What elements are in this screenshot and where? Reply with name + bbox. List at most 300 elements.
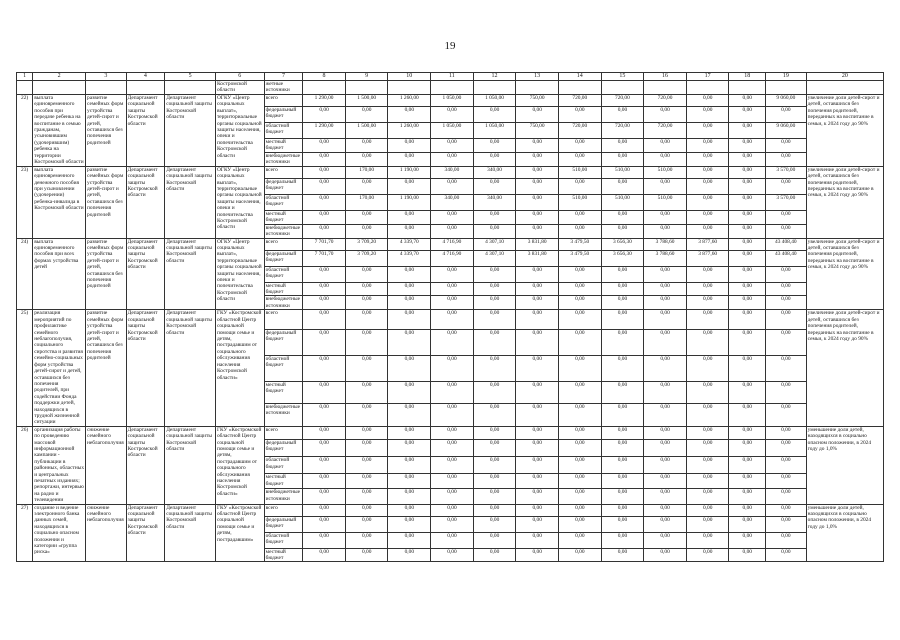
funding-value: 0,00	[388, 548, 431, 562]
funding-value: 0,00	[431, 489, 474, 504]
funding-value: 0,00	[558, 224, 601, 238]
funding-value: 0,00	[473, 329, 516, 355]
funding-value: 43 408,40	[766, 250, 807, 266]
funding-value: 0,00	[388, 532, 431, 548]
executor: ОГКУ «Центр социальных выплат», территориальные органы социальной защиты населения, опеки и попечительства Костромской области	[215, 238, 264, 310]
funding-value: 170,00	[345, 166, 388, 178]
funding-value: 0,00	[473, 282, 516, 296]
funding-value: 0,00	[516, 139, 559, 153]
funding-value: 0,00	[729, 355, 766, 381]
funding-value: 0,00	[558, 474, 601, 489]
funding-value: 0,00	[473, 152, 516, 166]
funding-value: 0,00	[644, 282, 687, 296]
funding-value: 0,00	[388, 152, 431, 166]
funding-value: 0,00	[516, 355, 559, 381]
funding-source: всего	[264, 310, 303, 329]
funding-value: 0,00	[473, 266, 516, 282]
activity-name: реализация мероприятий по профилактике семейного неблагополучия, социального сиротства и развития семейно-социальных форм устройства детей-сирот и детей, оставшихся без попечения родителей, при содействии Фонда поддержки детей, находящихся в трудной жизненной ситуации	[33, 310, 86, 426]
continuation-row	[17, 81, 884, 95]
funding-value: 0,00	[473, 381, 516, 403]
funding-value: 0,00	[601, 457, 644, 474]
funding-value: 0,00	[516, 532, 559, 548]
funding-value: 0,00	[644, 296, 687, 310]
funding-value: 0,00	[558, 489, 601, 504]
funding-value: 0,00	[388, 224, 431, 238]
funding-value: 0,00	[644, 107, 687, 123]
funding-value: 0,00	[766, 329, 807, 355]
funding-value: 0,00	[729, 474, 766, 489]
funding-source: всего	[264, 504, 303, 516]
activity-name: выплата единовременного денежного пособия при усыновлении (удочерении) ребенка-инвалида в Костромской области	[33, 166, 86, 238]
funding-value: 0,00	[644, 310, 687, 329]
funding-value: 0,00	[766, 210, 807, 224]
funding-value: 0,00	[686, 210, 729, 224]
executor: ГКУ «Костромской областной Центр социальной помощи семье и детям, пострадавшим от социального обслуживания населения Костромской области»	[215, 310, 264, 426]
funding-value: 0,00	[303, 381, 346, 403]
funding-value: 0,00	[766, 489, 807, 504]
funding-value: 0,00	[686, 404, 729, 427]
funding-value: 0,00	[729, 194, 766, 210]
funding-value: 0,00	[516, 194, 559, 210]
funding-value: 4 307,10	[473, 250, 516, 266]
table-body	[17, 73, 884, 562]
funding-value: 0,00	[766, 457, 807, 474]
funding-value: 9 060,00	[766, 95, 807, 107]
row-number: 24)	[17, 238, 33, 310]
column-number: 6	[215, 73, 264, 81]
funding-value: 0,00	[303, 532, 346, 548]
funding-value: 0,00	[516, 107, 559, 123]
funding-value: 0,00	[644, 489, 687, 504]
column-number: 10	[388, 73, 431, 81]
funding-value: 0,00	[431, 178, 474, 194]
funding-source: всего	[264, 426, 303, 439]
funding-value: 0,00	[431, 329, 474, 355]
funding-value: 0,00	[345, 178, 388, 194]
funding-value: 0,00	[388, 426, 431, 439]
row-number: 25)	[17, 310, 33, 426]
funding-value: 0,00	[558, 516, 601, 532]
funding-value: 0,00	[644, 548, 687, 562]
funding-value: 0,00	[345, 296, 388, 310]
funding-value: 0,00	[729, 123, 766, 139]
funding-value: 0,00	[431, 457, 474, 474]
curator: Департамент социальной защиты Костромской области	[126, 310, 165, 426]
funding-value: 0,00	[766, 439, 807, 456]
funding-value: 0,00	[558, 439, 601, 456]
funding-value: 0,00	[729, 282, 766, 296]
activity-name: организация работы по проведению массовой информационной кампании - публикации в районных, областных и центральных печатных изданиях; репортажи, интервью на радио и телевидении	[34, 426, 85, 504]
funding-value: 0,00	[601, 107, 644, 123]
column-number: 14	[558, 73, 601, 81]
funding-value: 0,00	[601, 439, 644, 456]
funding-value: 0,00	[388, 474, 431, 489]
table-row	[17, 95, 884, 107]
column-number: 16	[644, 73, 687, 81]
funding-value: 0,00	[766, 224, 807, 238]
executor: ГКУ «Костромской областной Центр социальной помощи семье и детям, пострадавшим»	[215, 504, 264, 562]
funding-value: 3 479,50	[558, 238, 601, 250]
funding-value: 0,00	[644, 266, 687, 282]
funding-source: всего	[264, 95, 303, 107]
funding-value: 0,00	[644, 224, 687, 238]
program-activities-table	[16, 72, 884, 562]
co-executor: Департамент социальной защиты Костромской области	[165, 238, 216, 310]
funding-value: 340,00	[431, 194, 474, 210]
funding-source: внебюджетные источники	[264, 296, 303, 310]
activity-name: выплата единовременного пособия при всех формах устройства детей	[33, 238, 86, 310]
funding-value: 3 709,20	[345, 250, 388, 266]
funding-value: 0,00	[729, 329, 766, 355]
funding-value: 0,00	[388, 516, 431, 532]
funding-value: 0,00	[516, 548, 559, 562]
funding-value: 0,00	[558, 178, 601, 194]
column-number: 3	[86, 73, 127, 81]
funding-value: 0,00	[686, 282, 729, 296]
funding-value: 340,00	[473, 166, 516, 178]
funding-source: областной бюджет	[264, 194, 303, 210]
funding-value: 0,00	[303, 548, 346, 562]
funding-value: 0,00	[601, 296, 644, 310]
funding-value: 0,00	[686, 194, 729, 210]
funding-value: 0,00	[303, 516, 346, 532]
funding-value: 0,00	[473, 178, 516, 194]
row-number: 26)	[17, 426, 33, 504]
funding-value: 0,00	[303, 178, 346, 194]
curator: Департамент социальной защиты Костромской области	[126, 504, 165, 562]
funding-value: 0,00	[516, 310, 559, 329]
funding-value: 0,00	[516, 166, 559, 178]
curator: Департамент социальной защиты Костромской области	[126, 95, 165, 167]
row-number: 23)	[17, 166, 33, 238]
funding-value: 0,00	[766, 107, 807, 123]
funding-value: 0,00	[431, 296, 474, 310]
activity-name: выплата единовременного пособия при передаче ребенка на воспитание в семью гражданам, усыновившим (удочерившим) ребенка на территории Костромской области	[34, 95, 84, 166]
funding-value: 9 060,00	[766, 123, 807, 139]
funding-value: 0,00	[601, 329, 644, 355]
funding-value: 0,00	[431, 139, 474, 153]
funding-value: 0,00	[473, 355, 516, 381]
continuation-source: жетные источники	[264, 81, 303, 95]
executor: ГКУ «Костромской областной Центр социальной помощи семье и детям, пострадавшим от социального обслуживания населения Костромской области»	[215, 426, 264, 504]
funding-value: 0,00	[766, 139, 807, 153]
funding-value: 0,00	[729, 457, 766, 474]
funding-source: местный бюджет	[264, 282, 303, 296]
funding-value: 0,00	[431, 210, 474, 224]
funding-value: 4 339,70	[388, 250, 431, 266]
funding-value: 0,00	[729, 250, 766, 266]
funding-value: 0,00	[516, 457, 559, 474]
table-row	[17, 504, 884, 516]
funding-value: 0,00	[729, 516, 766, 532]
funding-value: 0,00	[388, 139, 431, 153]
funding-value: 0,00	[345, 355, 388, 381]
funding-value: 0,00	[345, 504, 388, 516]
funding-value: 0,00	[729, 166, 766, 178]
funding-value: 1 500,00	[345, 123, 388, 139]
funding-value: 0,00	[431, 439, 474, 456]
activity-direction: развитие семейных форм устройства детей-сирот и детей, оставшихся без попечения родителей	[86, 95, 127, 167]
funding-value: 0,00	[473, 474, 516, 489]
funding-value: 1 290,00	[303, 95, 346, 107]
funding-value: 0,00	[345, 139, 388, 153]
funding-value: 0,00	[388, 329, 431, 355]
funding-value: 0,00	[601, 532, 644, 548]
funding-value: 510,00	[644, 166, 687, 178]
funding-value: 0,00	[473, 489, 516, 504]
funding-value: 0,00	[516, 489, 559, 504]
funding-value: 0,00	[686, 139, 729, 153]
funding-value: 0,00	[729, 152, 766, 166]
funding-value: 0,00	[345, 489, 388, 504]
funding-value: 0,00	[686, 123, 729, 139]
funding-value: 0,00	[431, 504, 474, 516]
funding-value: 0,00	[601, 310, 644, 329]
funding-value: 0,00	[686, 457, 729, 474]
funding-value: 0,00	[516, 224, 559, 238]
funding-source: местный бюджет	[264, 139, 303, 153]
curator: Департамент социальной защиты Костромской области	[126, 166, 165, 238]
funding-value: 0,00	[345, 516, 388, 532]
funding-value: 1 260,00	[388, 123, 431, 139]
funding-value: 0,00	[431, 532, 474, 548]
funding-value: 0,00	[766, 381, 807, 403]
funding-value: 0,00	[303, 457, 346, 474]
funding-value: 0,00	[644, 152, 687, 166]
column-number: 17	[686, 73, 729, 81]
funding-value: 0,00	[601, 474, 644, 489]
funding-value: 0,00	[729, 107, 766, 123]
funding-value: 0,00	[686, 474, 729, 489]
funding-value: 0,00	[303, 210, 346, 224]
funding-value: 0,00	[431, 404, 474, 427]
funding-value: 1 260,00	[388, 95, 431, 107]
column-number: 8	[303, 73, 346, 81]
funding-value: 0,00	[601, 426, 644, 439]
funding-source: областной бюджет	[264, 532, 303, 548]
funding-value: 0,00	[558, 532, 601, 548]
funding-value: 0,00	[431, 107, 474, 123]
funding-value: 0,00	[516, 516, 559, 532]
funding-source: федеральный бюджет	[264, 107, 303, 123]
funding-value: 0,00	[729, 426, 766, 439]
funding-value: 0,00	[516, 404, 559, 427]
funding-value: 4 339,70	[388, 238, 431, 250]
funding-value: 0,00	[601, 516, 644, 532]
funding-value: 0,00	[644, 139, 687, 153]
activity-direction: развитие семейных форм устройства детей-сирот и детей, оставшихся без попечения родителей	[86, 238, 127, 310]
funding-value: 1 050,00	[473, 95, 516, 107]
funding-value: 0,00	[473, 532, 516, 548]
funding-value: 0,00	[558, 329, 601, 355]
funding-value: 0,00	[388, 266, 431, 282]
funding-value: 0,00	[558, 355, 601, 381]
expected-result: увеличение доли детей-сирот и детей, оставшихся без попечения родителей, переданных на воспитание в семьи, к 2024 году до 90%	[806, 166, 883, 238]
funding-value: 510,00	[601, 166, 644, 178]
funding-value: 750,00	[516, 95, 559, 107]
funding-value: 0,00	[686, 489, 729, 504]
column-number: 13	[516, 73, 559, 81]
funding-value: 0,00	[644, 178, 687, 194]
funding-value: 0,00	[686, 266, 729, 282]
funding-value: 0,00	[644, 516, 687, 532]
funding-value: 0,00	[686, 310, 729, 329]
funding-source: областной бюджет	[264, 266, 303, 282]
funding-value: 0,00	[686, 224, 729, 238]
funding-value: 0,00	[729, 95, 766, 107]
funding-value: 0,00	[686, 329, 729, 355]
funding-value: 0,00	[766, 404, 807, 427]
table-row	[17, 310, 884, 329]
funding-value: 0,00	[686, 296, 729, 310]
funding-value: 0,00	[644, 329, 687, 355]
funding-value: 0,00	[431, 224, 474, 238]
funding-source: местный бюджет	[264, 474, 303, 489]
column-number: 2	[33, 73, 86, 81]
funding-value: 1 050,00	[431, 123, 474, 139]
funding-value: 0,00	[431, 152, 474, 166]
column-number: 15	[601, 73, 644, 81]
funding-value: 0,00	[601, 224, 644, 238]
funding-value: 0,00	[345, 152, 388, 166]
funding-value: 1 190,00	[388, 166, 431, 178]
funding-value: 0,00	[686, 504, 729, 516]
funding-value: 0,00	[345, 548, 388, 562]
funding-value: 0,00	[766, 152, 807, 166]
table-row	[17, 238, 884, 250]
funding-value: 0,00	[686, 95, 729, 107]
funding-value: 0,00	[431, 282, 474, 296]
expected-result: увеличение доли детей-сирот и детей, оставшихся без попечения родителей, переданных на воспитание в семьи, к 2024 году до 90%	[806, 310, 883, 426]
funding-value: 4 716,90	[431, 238, 474, 250]
funding-value: 0,00	[729, 178, 766, 194]
funding-value: 0,00	[345, 474, 388, 489]
funding-value: 0,00	[345, 310, 388, 329]
column-number: 20	[806, 73, 883, 81]
funding-value: 0,00	[345, 266, 388, 282]
funding-value: 0,00	[558, 210, 601, 224]
funding-value: 0,00	[431, 266, 474, 282]
funding-value: 0,00	[388, 282, 431, 296]
column-number: 18	[729, 73, 766, 81]
funding-value: 0,00	[558, 548, 601, 562]
funding-value: 0,00	[729, 238, 766, 250]
funding-value: 0,00	[388, 457, 431, 474]
funding-value: 340,00	[473, 194, 516, 210]
funding-value: 0,00	[473, 504, 516, 516]
column-number: 4	[126, 73, 165, 81]
funding-value: 0,00	[473, 139, 516, 153]
funding-value: 0,00	[766, 282, 807, 296]
funding-value: 0,00	[345, 107, 388, 123]
funding-value: 0,00	[388, 107, 431, 123]
funding-source: внебюджетные источники	[264, 404, 303, 427]
funding-value: 0,00	[516, 504, 559, 516]
funding-value: 0,00	[303, 224, 346, 238]
funding-source: местный бюджет	[264, 548, 303, 562]
funding-source: внебюджетные источники	[264, 489, 303, 504]
column-number: 7	[264, 73, 303, 81]
funding-value: 0,00	[558, 152, 601, 166]
funding-value: 0,00	[766, 178, 807, 194]
expected-result: увеличение доли детей-сирот и детей, оставшихся без попечения родителей, переданных на воспитание в семьи, к 2024 году до 90%	[806, 238, 883, 310]
funding-value: 1 290,00	[303, 123, 346, 139]
funding-value: 0,00	[473, 210, 516, 224]
funding-value: 0,00	[303, 489, 346, 504]
funding-value: 0,00	[644, 457, 687, 474]
funding-value: 0,00	[686, 166, 729, 178]
column-number: 1	[17, 73, 33, 81]
co-executor: Департамент социальной защиты Костромской области	[165, 426, 216, 504]
funding-value: 0,00	[303, 439, 346, 456]
funding-source: федеральный бюджет	[264, 329, 303, 355]
funding-source: внебюджетные источники	[264, 224, 303, 238]
funding-source: всего	[264, 238, 303, 250]
funding-value: 3 656,30	[601, 250, 644, 266]
funding-value: 0,00	[431, 426, 474, 439]
co-executor: Департамент социальной защиты Костромской области	[165, 310, 216, 426]
funding-value: 3 877,60	[686, 238, 729, 250]
funding-value: 0,00	[473, 296, 516, 310]
funding-value: 0,00	[686, 381, 729, 403]
funding-value: 0,00	[729, 404, 766, 427]
funding-value: 4 307,10	[473, 238, 516, 250]
activity-direction: развитие семейных форм устройства детей-сирот и детей, оставшихся без попечения родителей	[86, 310, 127, 426]
funding-value: 0,00	[729, 439, 766, 456]
funding-source: областной бюджет	[264, 355, 303, 381]
funding-value: 0,00	[345, 381, 388, 403]
funding-value: 0,00	[729, 532, 766, 548]
funding-source: местный бюджет	[264, 381, 303, 403]
funding-value: 0,00	[729, 224, 766, 238]
funding-value: 3 788,60	[644, 238, 687, 250]
funding-value: 0,00	[473, 107, 516, 123]
funding-value: 0,00	[473, 548, 516, 562]
funding-value: 0,00	[766, 548, 807, 562]
funding-value: 0,00	[516, 439, 559, 456]
funding-value: 3 831,80	[516, 238, 559, 250]
funding-value: 750,00	[516, 123, 559, 139]
funding-value: 0,00	[601, 282, 644, 296]
funding-value: 0,00	[388, 381, 431, 403]
funding-value: 3 570,00	[766, 194, 807, 210]
funding-value: 0,00	[766, 532, 807, 548]
funding-value: 0,00	[303, 504, 346, 516]
funding-value: 7 701,70	[303, 238, 346, 250]
funding-value: 0,00	[729, 266, 766, 282]
funding-value: 0,00	[601, 139, 644, 153]
column-number: 9	[345, 73, 388, 81]
funding-value: 0,00	[686, 355, 729, 381]
funding-value: 720,00	[601, 123, 644, 139]
funding-value: 0,00	[388, 439, 431, 456]
funding-value: 1 050,00	[431, 95, 474, 107]
funding-value: 0,00	[729, 310, 766, 329]
funding-value: 0,00	[345, 404, 388, 427]
funding-value: 0,00	[388, 178, 431, 194]
funding-value: 0,00	[473, 439, 516, 456]
funding-value: 0,00	[388, 504, 431, 516]
funding-source: областной бюджет	[264, 457, 303, 474]
funding-value: 0,00	[558, 504, 601, 516]
funding-source: федеральный бюджет	[264, 250, 303, 266]
funding-value: 720,00	[558, 95, 601, 107]
funding-source: местный бюджет	[264, 210, 303, 224]
funding-value: 720,00	[644, 95, 687, 107]
funding-value: 0,00	[601, 178, 644, 194]
funding-value: 340,00	[431, 166, 474, 178]
co-executor: Департамент социальной защиты Костромской области	[165, 504, 216, 562]
